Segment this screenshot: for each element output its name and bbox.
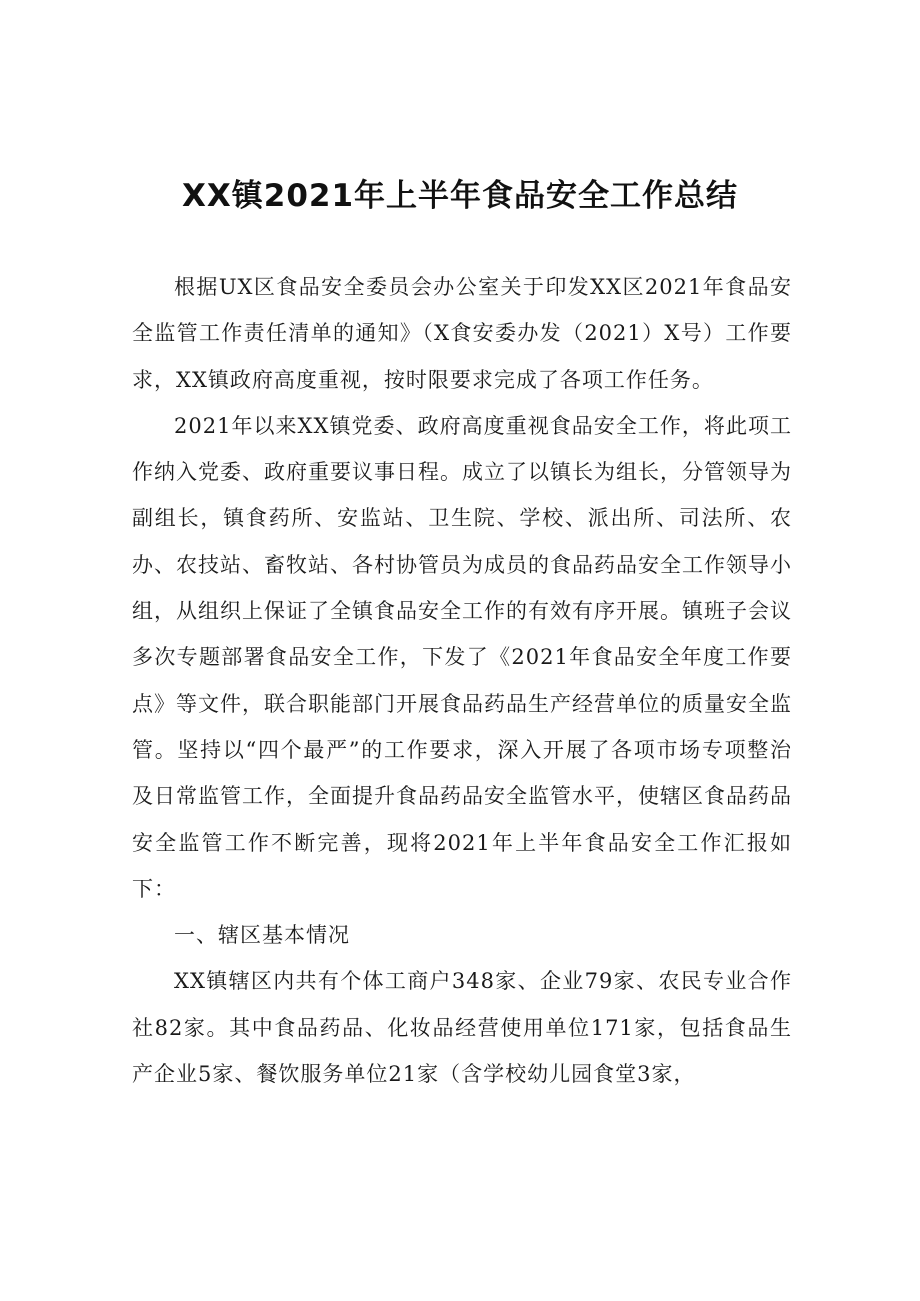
section-heading-basic-situation: 一、辖区基本情况 [174, 923, 350, 948]
paragraph-basic-situation: XX镇辖区内共有个体工商户348家、企业79家、农民专业合作社82家。其中食品药品、化妆品经营使用单位171家，包括食品生产企业5家、餐饮服务单位21家（含学校幼儿园食堂3家， [132, 969, 792, 1087]
paragraph-intro: 根据UX区食品安全委员会办公室关于印发XX区2021年食品安全监管工作责任清单的通知》（X食安委办发（2021）X号）工作要求，XX镇政府高度重视，按时限要求完成了各项工作任务。 [132, 275, 792, 392]
document-body [132, 264, 792, 1097]
paragraph-overview: 2021年以来XX镇党委、政府高度重视食品安全工作，将此项工作纳入党委、政府重要议事日程。成立了以镇长为组长，分管领导为副组长，镇食药所、安监站、卫生院、学校、派出所、司法所、农办、农技站、畜牧站、各村协管员为成员的食品药品安全工作领导小组，从组织上保证了全镇食品安全工作的有效有序开展。镇班子会议多次专题部署食品安全工作，下发了《2021年食品安全年度工作要点》等文件，联合职能部门开展食品药品生产经营单位的质量安全监管。坚持以“四个最严”的工作要求，深入开展了各项市场专项整治及日常监管工作，全面提升食品药品安全监管水平，使辖区食品药品安全监管工作不断完善，现将2021年上半年食品安全工作汇报如下： [132, 413, 792, 901]
document-title: XX镇2021年上半年食品安全工作总结 [181, 178, 739, 214]
